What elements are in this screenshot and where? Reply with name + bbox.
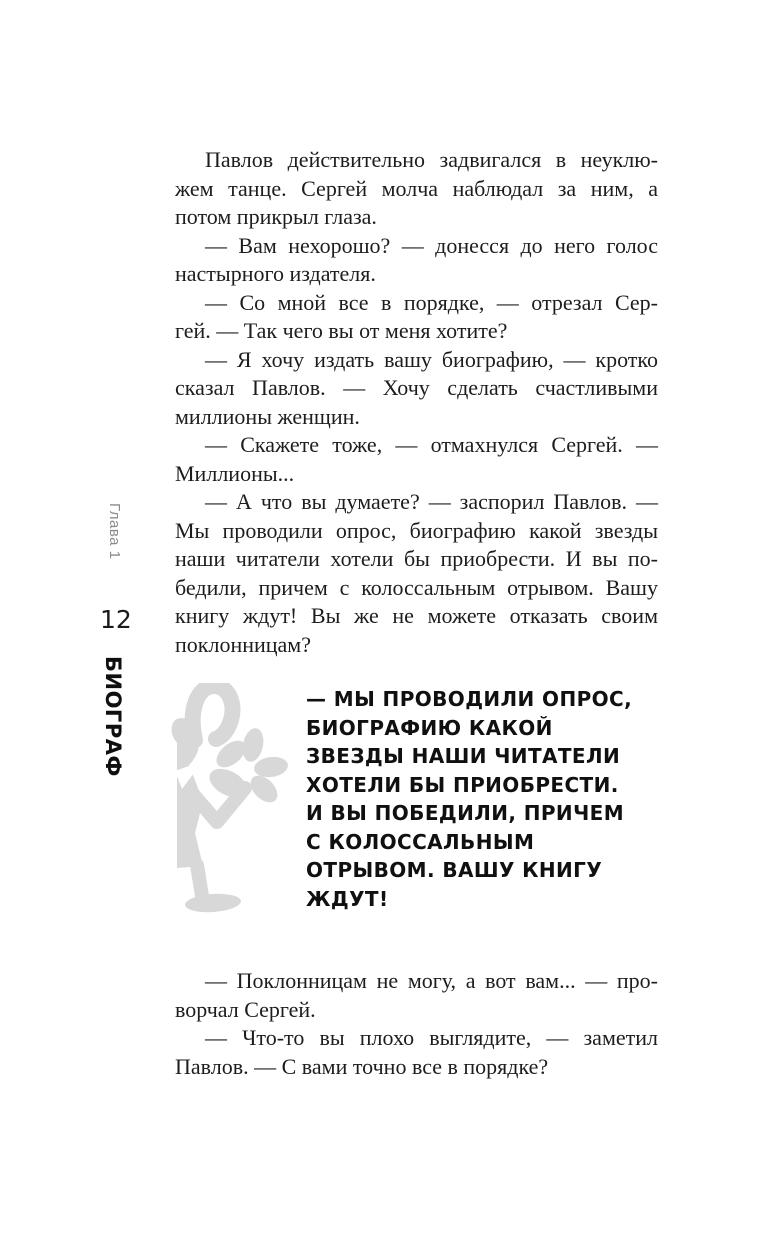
paragraph [175,232,658,289]
paragraph [175,346,658,432]
text-line: миллионы женщин. [175,403,360,429]
pullquote-line: БИОГРАФИЮ КАКОЙ [306,715,553,740]
doodle-figure-holding-flower-icon [165,683,295,915]
pullquote-line: ЗВЕЗДЫ НАШИ ЧИТАТЕЛИ [306,744,621,768]
text-line: — А что вы думаете? — заспорил Павлов. — [205,489,658,514]
text-line: ворчал Сергей. [175,996,316,1022]
pullquote-text [306,685,658,913]
paragraph [175,431,658,488]
text-line: потом прикрыл глаза. [175,204,377,229]
paragraph [175,1024,658,1081]
page-number: 12 [100,605,132,634]
text-column [175,0,658,1081]
text-line: гей. — Так чего вы от меня хотите? [175,318,508,343]
body-text-before [175,146,658,659]
text-line: — Скажете тоже, — отмахнулся Сергей. — [205,432,658,457]
text-line: — Я хочу издать вашу биографию, — кротко [205,346,658,372]
body-text-after [175,967,658,1081]
text-line: Павлов действительно задвигался в неуклю- [205,147,658,172]
text-line: жем танце. Сергей молча наблюдал за ним, а [175,175,658,201]
text-line: — Что-то вы плохо выглядите, — заметил [205,1025,658,1050]
pullquote-line: ХОТЕЛИ БЫ ПРИОБРЕСТИ. [306,772,619,797]
text-line: поклонницам? [175,631,311,657]
book-title: БИОГРАФ [101,656,125,777]
text-line: книгу ждут! Вы же не можете отказать своим [175,603,658,628]
pullquote [175,685,658,917]
text-line: Мы проводили опрос, биографию какой звезды [175,517,658,543]
pullquote-line: И ВЫ ПОБЕДИЛИ, ПРИЧЕМ [306,801,624,825]
text-line: сказал Павлов. — Хочу сделать счастливыми [175,375,658,400]
text-line: — Со мной все в порядке, — отрезал Сер- [205,289,658,315]
pullquote-line: С КОЛОССАЛЬНЫМ [306,829,535,854]
text-line: Миллионы... [175,460,295,486]
text-line: — Вам нехорошо? — донесся до него голос [205,232,658,258]
paragraph [175,289,658,346]
text-line: — Поклонницам не могу, а вот вам... — про- [205,968,658,993]
pullquote-line: ОТРЫВОМ. ВАШУ КНИГУ [306,858,603,882]
pullquote-line: ЖДУТ! [306,886,389,911]
text-line: наши читатели хотели бы приобрести. И вы по- [175,546,658,571]
paragraph [175,146,658,232]
text-line: настырного издателя. [175,261,376,286]
paragraph [175,967,658,1024]
pullquote-line: — МЫ ПРОВОДИЛИ ОПРОС, [306,687,633,711]
paragraph [175,488,658,659]
chapter-label: Глава 1 [106,503,123,560]
text-line: бедили, причем с колоссальным отрывом. Вашу [175,574,658,600]
text-line: Павлов. — С вами точно все в порядке? [175,1053,549,1079]
